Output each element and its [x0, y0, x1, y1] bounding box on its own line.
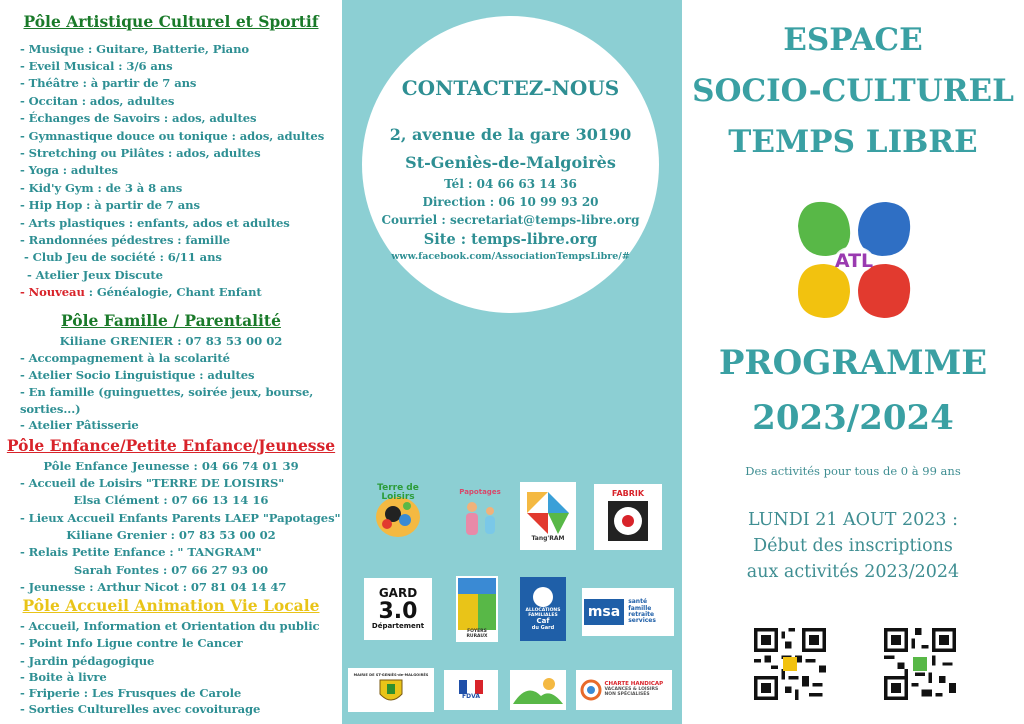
fabrik-icon — [605, 498, 651, 544]
foyers-ruraux-logo: FOYERS RURAUX — [456, 576, 498, 642]
atl-logo-text: ATL — [834, 250, 874, 272]
gard-departement-logo: GARD 3.0 Département — [364, 578, 432, 640]
registration-info-line-1: Début des inscriptions — [753, 536, 953, 556]
list-item: - Jardin pédagogique — [20, 654, 155, 668]
pole-artistique-title: Pôle Artistique Culturel et Sportif — [23, 12, 319, 31]
list-item: - Point Info Ligue contre le Cancer — [20, 636, 243, 650]
list-item: - Accueil, Information et Orientation du public — [20, 619, 320, 633]
family-icon — [450, 497, 510, 541]
contact-site-link[interactable]: Site : temps-libre.org — [423, 231, 598, 248]
handicap-charter-icon — [580, 679, 602, 701]
list-item: Kiliane Grenier : 07 83 53 00 02 — [66, 528, 276, 542]
registration-info-line-2: aux activités 2023/2024 — [746, 562, 960, 582]
list-item: - Eveil Musical : 3/6 ans — [20, 59, 173, 73]
list-item: - Accueil de Loisirs "TERRE DE LOISIRS" — [20, 476, 285, 490]
caf-logo: ALLOCATIONS FAMILIALES Caf du Gard — [520, 577, 566, 641]
cover-title-line-1: ESPACE — [783, 22, 923, 58]
tagline: Des activités pour tous de 0 à 99 ans — [745, 464, 961, 478]
contact-address-line-1: 2, avenue de la gare 30190 — [389, 125, 632, 144]
papotages-logo: Papotages — [446, 484, 514, 546]
registration-date: LUNDI 21 AOUT 2023 : — [747, 510, 959, 530]
mairie-logo: MAIRIE DE ST-GENIÈS-de-MALGOIRÈS — [348, 668, 434, 712]
list-item: - Hip Hop : à partir de 7 ans — [20, 198, 200, 212]
pole-famille-contact: Kiliane GRENIER : 07 83 53 00 02 — [59, 334, 283, 348]
list-item: - Arts plastiques : enfants, ados et adultes — [20, 216, 290, 230]
list-item: - Musique : Guitare, Batterie, Piano — [20, 42, 250, 56]
list-item: - Sorties Culturelles avec covoiturage — [20, 702, 261, 716]
list-item: - Lieux Accueil Enfants Parents LAEP "Papotages" — [20, 511, 341, 525]
contact-facebook-link[interactable]: www.facebook.com/AssociationTempsLibre/# — [391, 251, 630, 262]
contact-address-line-2: St-Geniès-de-Malgoirès — [405, 153, 616, 172]
list-item: - Jeunesse : Arthur Nicot : 07 81 04 14 47 — [20, 580, 287, 594]
msa-logo: msa santé famille retraite services — [582, 588, 674, 636]
red-hand-shape — [858, 264, 910, 318]
list-item: - Atelier Jeux Discute — [27, 268, 163, 282]
list-item: - En famille (guinguettes, soirée jeux, bourse, — [20, 385, 314, 399]
list-item: - Stretching ou Pilâtes : ados, adultes — [20, 146, 261, 160]
list-item: - Randonnées pédestres : famille — [20, 233, 231, 247]
tangram-icon — [525, 490, 571, 536]
foyers-ruraux-icon — [458, 578, 496, 630]
hills-icon — [513, 674, 563, 706]
pole-enfance-title: Pôle Enfance/Petite Enfance/Jeunesse — [6, 436, 336, 455]
qr-code-right[interactable] — [884, 628, 956, 700]
cover-title-line-3: TEMPS LIBRE — [728, 124, 978, 160]
charte-handicap-logo: CHARTE HANDICAP VACANCES & LOISIRS NON SPÉCIALISÉS — [576, 670, 672, 710]
list-item: sorties...) — [20, 402, 81, 416]
coat-of-arms-icon — [378, 678, 404, 706]
list-item: - Gymnastique douce ou tonique : ados, adultes — [20, 129, 325, 143]
contact-direction-phone: Direction : 06 10 99 93 20 — [422, 195, 599, 209]
terre-de-loisirs-logo: Terre de Loisirs — [360, 482, 436, 548]
contact-title: CONTACTEZ-NOUS — [401, 76, 620, 100]
contact-circle — [362, 16, 659, 313]
cover-title-line-2: SOCIO-CULTUREL — [692, 73, 1014, 109]
fabrik-logo: FABRIK — [594, 484, 662, 550]
list-item: - Club Jeu de société : 6/11 ans — [24, 250, 222, 264]
contact-panel — [342, 0, 682, 724]
blue-hand-shape — [858, 202, 910, 256]
list-item: Sarah Fontes : 07 66 27 93 00 — [73, 563, 269, 577]
programme-title: PROGRAMME — [718, 343, 988, 383]
yellow-hand-shape — [798, 264, 850, 318]
atl-hands-logo — [790, 196, 918, 324]
fdva-logo: FDVA — [444, 670, 498, 710]
list-item: - Relais Petite Enfance : " TANGRAM" — [20, 545, 262, 559]
list-item: - Accompagnement à la scolarité — [20, 351, 230, 365]
list-item: - Boite à livre — [20, 670, 107, 684]
list-item: - Kid'y Gym : de 3 à 8 ans — [20, 181, 183, 195]
pole-accueil-title: Pôle Accueil Animation Vie Locale — [22, 596, 320, 615]
qr-code-left[interactable] — [754, 628, 826, 700]
contact-email: Courriel : secretariat@temps-libre.org — [381, 213, 640, 227]
republique-flag-icon — [459, 680, 483, 694]
green-hand-shape — [798, 202, 850, 256]
list-item-nouveau: - Nouveau : Généalogie, Chant Enfant — [20, 285, 262, 299]
list-item: - Friperie : Les Frusques de Carole — [20, 686, 242, 700]
list-item: - Théâtre : à partir de 7 ans — [20, 76, 197, 90]
tangram-logo: Tang'RAM — [520, 482, 576, 550]
list-item: Elsa Clément : 07 66 13 14 16 — [73, 493, 269, 507]
activities-panel — [0, 0, 342, 724]
pole-enfance-contact: Pôle Enfance Jeunesse : 04 66 74 01 39 — [43, 459, 299, 473]
contact-phone: Tél : 04 66 63 14 36 — [444, 177, 577, 191]
list-item: - Échanges de Savoirs : ados, adultes — [20, 111, 257, 125]
list-item: - Atelier Pâtisserie — [20, 418, 139, 432]
programme-year: 2023/2024 — [752, 398, 954, 438]
list-item: - Occitan : ados, adultes — [20, 94, 175, 108]
pole-famille-title: Pôle Famille / Parentalité — [61, 311, 281, 330]
cover-panel — [682, 0, 1024, 724]
list-item: - Atelier Socio Linguistique : adultes — [20, 368, 255, 382]
list-item: - Yoga : adultes — [20, 163, 118, 177]
caf-emblem-icon — [533, 587, 553, 607]
partner-hills-logo — [510, 670, 566, 710]
